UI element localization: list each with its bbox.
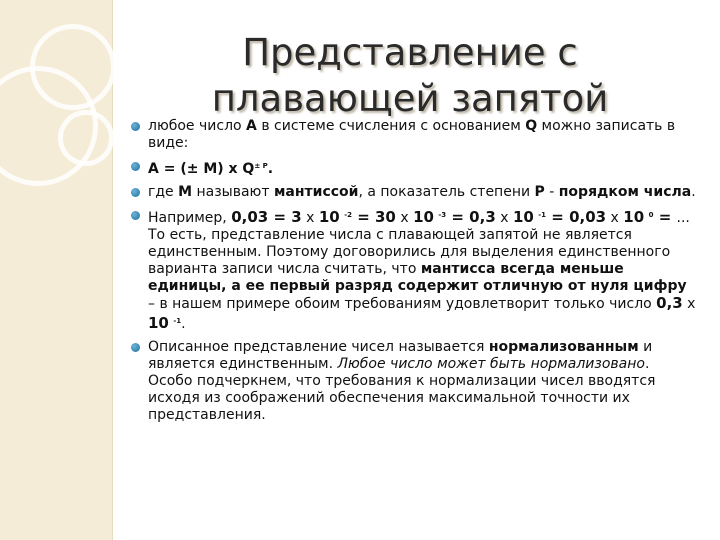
exponent: 0 bbox=[648, 211, 654, 219]
text: любое число bbox=[148, 118, 247, 134]
list-item bbox=[128, 158, 696, 178]
text: и является единственным. bbox=[148, 339, 653, 372]
italic-text: Любое число может быть нормализовано bbox=[337, 356, 645, 372]
slide-title bbox=[120, 30, 700, 122]
list-item bbox=[128, 118, 696, 152]
bold-text: 10 bbox=[148, 314, 169, 332]
text: . Особо подчеркнем, что требования к нормализации чисел вводятся исходя из соображений обеспечения максимальной точности их представления. bbox=[148, 356, 656, 423]
exponent: -2 bbox=[344, 211, 352, 219]
bullet-icon bbox=[131, 211, 140, 220]
bold-text: 10 bbox=[318, 208, 340, 226]
text: где bbox=[148, 184, 179, 200]
exponent: -3 bbox=[438, 211, 447, 219]
bold-text: нормализованным bbox=[488, 339, 639, 355]
bold-text: A bbox=[246, 118, 257, 134]
list-item bbox=[128, 184, 696, 201]
bullet-list bbox=[128, 118, 696, 430]
bold-text: = 30 bbox=[351, 208, 396, 226]
bold-text: 0,3 bbox=[656, 294, 683, 312]
decorative-ring bbox=[58, 110, 114, 166]
list-item bbox=[128, 339, 696, 424]
bullet-icon bbox=[131, 122, 140, 131]
bold-text: = bbox=[653, 208, 677, 226]
bold-text: 10 bbox=[413, 208, 434, 226]
slide-title-line-1: Представление с bbox=[242, 31, 578, 74]
text: называют bbox=[192, 184, 274, 200]
formula-text: A = (± M) x Q bbox=[148, 161, 255, 177]
text: Например, bbox=[148, 210, 232, 226]
bold-text: Q bbox=[525, 118, 538, 134]
text: x bbox=[495, 210, 513, 226]
text: , а показатель степени bbox=[358, 184, 535, 200]
bold-text: = 0,03 bbox=[546, 208, 607, 226]
exponent: -1 bbox=[538, 211, 547, 219]
bold-text: P bbox=[534, 184, 545, 200]
text: x bbox=[606, 210, 624, 226]
bold-text: M bbox=[178, 184, 193, 200]
bullet-icon bbox=[131, 162, 140, 171]
text: . bbox=[181, 316, 186, 332]
bold-text: 10 bbox=[623, 208, 645, 226]
bold-text: = 0,3 bbox=[446, 208, 496, 226]
text: Описанное представление чисел называется bbox=[148, 339, 489, 355]
text: x bbox=[395, 210, 414, 226]
bold-text: мантисса всегда меньше единицы, а ее первый разряд содержит отличную от нуля цифру bbox=[148, 261, 687, 294]
exponent: -1 bbox=[173, 317, 182, 325]
text: . bbox=[691, 184, 696, 200]
text: в системе счисления с основанием bbox=[256, 118, 526, 134]
formula-text: . bbox=[267, 161, 274, 177]
bold-text: мантиссой bbox=[273, 184, 359, 200]
text: можно записать в виде: bbox=[148, 118, 676, 151]
slide-title-line-2: плавающей запятой bbox=[211, 77, 609, 120]
bullet-icon bbox=[131, 188, 140, 197]
text: – в нашем примере обоим требованиям удовлетворит только число bbox=[148, 296, 657, 312]
text: x bbox=[682, 296, 696, 312]
bold-text: 0,03 = 3 bbox=[231, 208, 302, 226]
bold-text: порядком числа bbox=[558, 184, 692, 200]
bold-text: 10 bbox=[512, 208, 534, 226]
list-item bbox=[128, 207, 696, 333]
decorative-side-panel bbox=[0, 0, 113, 540]
bullet-icon bbox=[131, 343, 140, 352]
text: ... То есть, представление числа с плавающей запятой не является единственным. Поэтому договорились для выделения единственного варианта записи числа считать, что bbox=[148, 210, 690, 277]
text: - bbox=[544, 184, 559, 200]
text: x bbox=[301, 210, 319, 226]
formula-exponent: ± P bbox=[254, 162, 268, 170]
